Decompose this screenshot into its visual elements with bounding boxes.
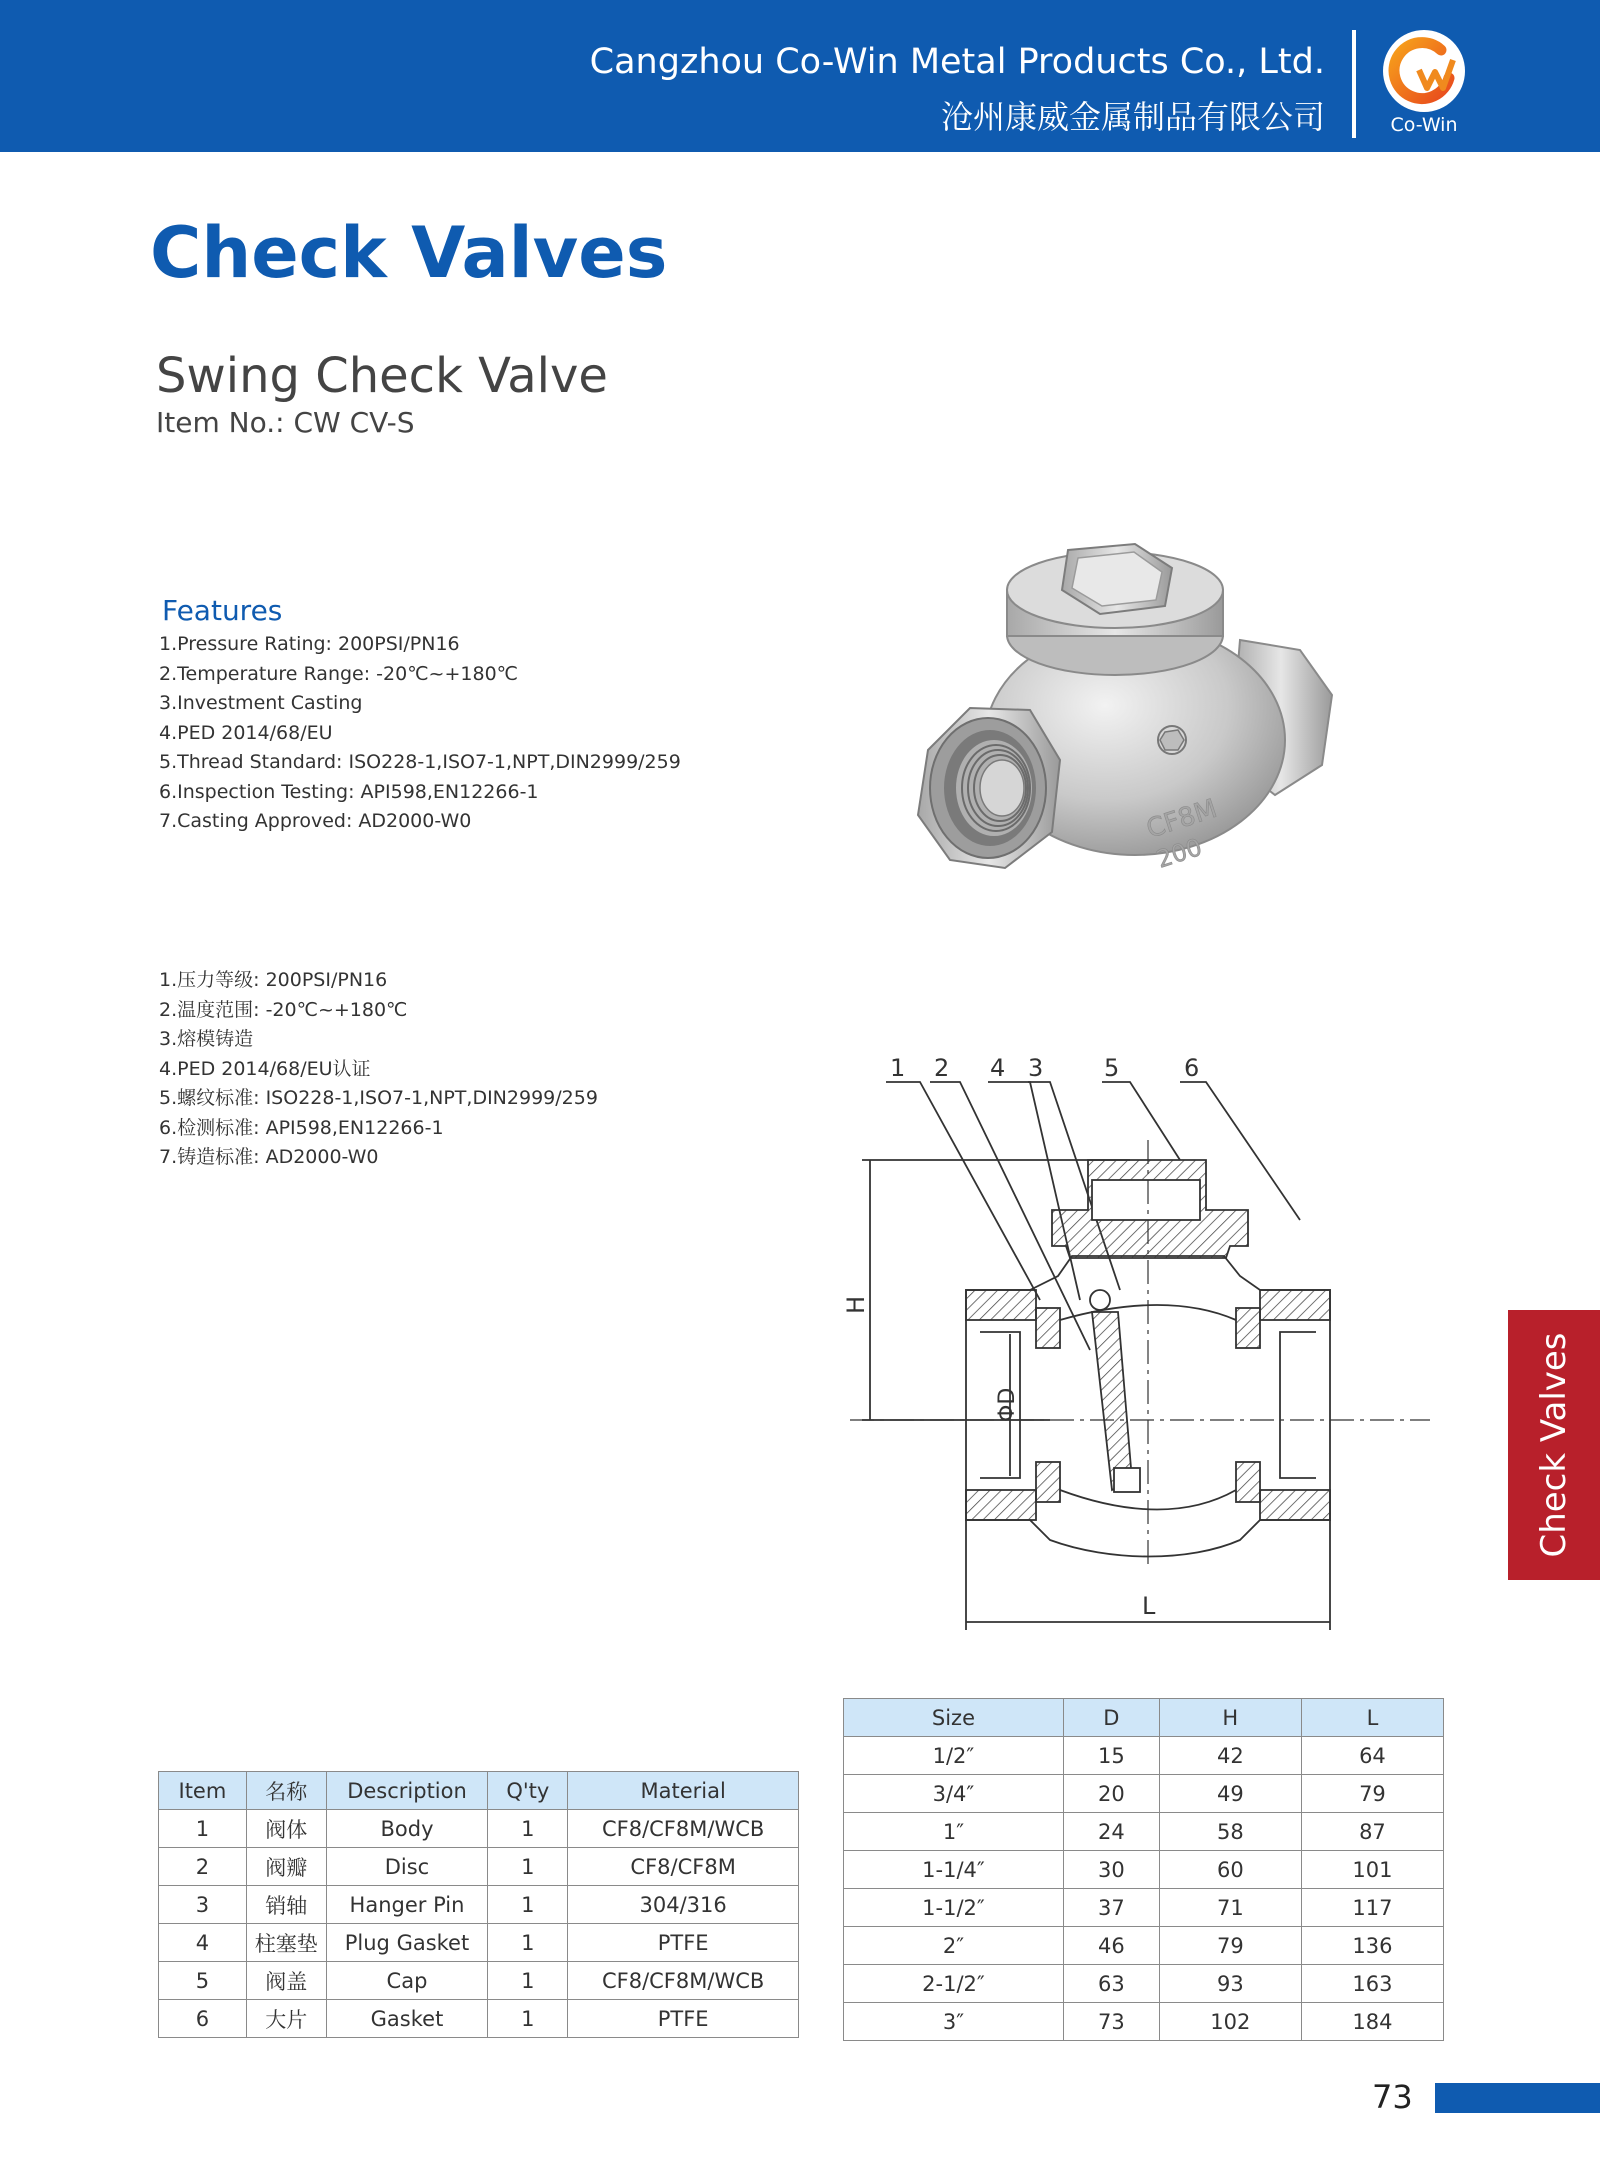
table-row: [844, 1775, 1444, 1813]
table-row: [844, 2003, 1444, 2041]
side-tab-label: Check Valves: [1534, 1332, 1574, 1558]
table-cell: 63: [1063, 1965, 1159, 2003]
d-header: D: [1063, 1699, 1159, 1737]
table-cell: 1-1/4″: [844, 1851, 1064, 1889]
table-cell: 24: [1063, 1813, 1159, 1851]
dimension-d-label: ΦD: [995, 1387, 1020, 1422]
size-header: Size: [844, 1699, 1064, 1737]
table-row: [159, 2000, 799, 2038]
feature-list-cn: [159, 966, 598, 1173]
table-cell: 1: [488, 2000, 568, 2038]
table-cell: 20: [1063, 1775, 1159, 1813]
table-cell: 1/2″: [844, 1737, 1064, 1775]
table-cell: 15: [1063, 1737, 1159, 1775]
description-header: Description: [326, 1772, 488, 1810]
feature-item: 4.PED 2014/68/EU: [159, 721, 333, 744]
table-cell: PTFE: [568, 1924, 799, 1962]
table-cell: 3/4″: [844, 1775, 1064, 1813]
table-cell: 136: [1301, 1927, 1443, 1965]
item-header: Item: [159, 1772, 247, 1810]
table-cell: Plug Gasket: [326, 1924, 488, 1962]
table-cell: 87: [1301, 1813, 1443, 1851]
table-cell: Hanger Pin: [326, 1886, 488, 1924]
table-cell: 49: [1159, 1775, 1301, 1813]
feature-item-cn: 6.检测标准: API598,EN12266-1: [159, 1116, 444, 1139]
table-row: [844, 1813, 1444, 1851]
feature-item-cn: 4.PED 2014/68/EU认证: [159, 1057, 371, 1080]
table-cell: Disc: [326, 1848, 488, 1886]
feature-item: 3.Investment Casting: [159, 692, 363, 714]
callout-6: 6: [1184, 1054, 1200, 1082]
table-cell: 64: [1301, 1737, 1443, 1775]
casting-mark-pressure: 200: [1153, 832, 1206, 874]
page-title: Check Valves: [150, 212, 668, 294]
table-cell: 1: [159, 1810, 247, 1848]
item-number: Item No.: CW CV-S: [156, 406, 415, 439]
callout-4: 4: [990, 1054, 1006, 1082]
feature-item: 5.Thread Standard: ISO228-1,ISO7-1,NPT,DIN2999/259: [159, 751, 681, 773]
callout-1: 1: [890, 1054, 906, 1082]
callout-labels: [890, 1054, 1199, 1082]
table-cell: 3: [159, 1886, 247, 1924]
table-cell: 6: [159, 2000, 247, 2038]
parts-table-header-row: [159, 1772, 799, 1810]
table-cell: 阀瓣: [246, 1848, 326, 1886]
table-cell: 柱塞垫: [246, 1924, 326, 1962]
footer-bar: [1435, 2083, 1600, 2113]
callout-3: 3: [1028, 1054, 1044, 1082]
parts-table: [158, 1771, 799, 2038]
table-cell: 79: [1159, 1927, 1301, 1965]
table-cell: 71: [1159, 1889, 1301, 1927]
dimension-h-label: H: [842, 1295, 870, 1314]
table-cell: Gasket: [326, 2000, 488, 2038]
co-win-logo-icon: [1383, 30, 1465, 112]
table-cell: 阀盖: [246, 1962, 326, 2000]
table-cell: 大片: [246, 2000, 326, 2038]
table-cell: Body: [326, 1810, 488, 1848]
table-row: [844, 1851, 1444, 1889]
table-cell: 5: [159, 1962, 247, 2000]
table-cell: 102: [1159, 2003, 1301, 2041]
table-row: [159, 1848, 799, 1886]
feature-item-cn: 3.熔模铸造: [159, 1028, 254, 1050]
features-heading: Features: [162, 594, 283, 627]
size-table-header-row: [844, 1699, 1444, 1737]
feature-item-cn: 7.铸造标准: AD2000-W0: [159, 1146, 379, 1168]
table-cell: 3″: [844, 2003, 1064, 2041]
table-cell: 2″: [844, 1927, 1064, 1965]
table-cell: 4: [159, 1924, 247, 1962]
table-cell: 42: [1159, 1737, 1301, 1775]
qty-header: Q'ty: [488, 1772, 568, 1810]
feature-item-cn: 5.螺纹标准: ISO228-1,ISO7-1,NPT,DIN2999/259: [159, 1087, 598, 1109]
table-cell: 79: [1301, 1775, 1443, 1813]
feature-item: 6.Inspection Testing: API598,EN12266-1: [159, 780, 539, 803]
table-cell: PTFE: [568, 2000, 799, 2038]
name-cn-header: 名称: [246, 1772, 326, 1810]
table-row: [159, 1886, 799, 1924]
table-cell: 销轴: [246, 1886, 326, 1924]
feature-item: 7.Casting Approved: AD2000-W0: [159, 810, 472, 832]
table-cell: Cap: [326, 1962, 488, 2000]
table-row: [844, 1965, 1444, 2003]
casting-mark-material: CF8M: [1142, 793, 1221, 845]
company-name-cn: 沧州康威金属制品有限公司: [940, 98, 1325, 136]
section-side-tab: [1508, 1310, 1600, 1580]
table-cell: 1″: [844, 1813, 1064, 1851]
table-row: [844, 1737, 1444, 1775]
table-cell: 2: [159, 1848, 247, 1886]
table-row: [159, 1810, 799, 1848]
table-cell: 1: [488, 1886, 568, 1924]
company-name-en: Cangzhou Co-Win Metal Products Co., Ltd.: [589, 42, 1325, 82]
dimension-l-label: L: [1142, 1592, 1156, 1620]
callout-2: 2: [934, 1054, 950, 1082]
table-cell: 1: [488, 1848, 568, 1886]
table-cell: 60: [1159, 1851, 1301, 1889]
size-table: [843, 1698, 1444, 2041]
header-divider: [1352, 30, 1356, 138]
table-cell: CF8/CF8M: [568, 1848, 799, 1886]
table-cell: 184: [1301, 2003, 1443, 2041]
feature-list-en: [159, 630, 681, 837]
logo-text: Co-Win: [1390, 114, 1458, 136]
table-cell: CF8/CF8M/WCB: [568, 1810, 799, 1848]
table-cell: 30: [1063, 1851, 1159, 1889]
feature-item: 1.Pressure Rating: 200PSI/PN16: [159, 633, 460, 655]
table-row: [159, 1924, 799, 1962]
table-cell: 101: [1301, 1851, 1443, 1889]
table-cell: 117: [1301, 1889, 1443, 1927]
table-cell: 163: [1301, 1965, 1443, 2003]
table-cell: 93: [1159, 1965, 1301, 2003]
feature-item-cn: 1.压力等级: 200PSI/PN16: [159, 969, 388, 991]
callout-5: 5: [1104, 1054, 1120, 1082]
table-cell: 1: [488, 1924, 568, 1962]
table-cell: 58: [1159, 1813, 1301, 1851]
table-cell: 73: [1063, 2003, 1159, 2041]
table-cell: CF8/CF8M/WCB: [568, 1962, 799, 2000]
valve-section-drawing: [830, 1050, 1440, 1650]
valve-product-photo: [910, 530, 1350, 950]
table-cell: 1: [488, 1962, 568, 2000]
table-cell: 阀体: [246, 1810, 326, 1848]
table-cell: 2-1/2″: [844, 1965, 1064, 2003]
table-cell: 1: [488, 1810, 568, 1848]
product-name: Swing Check Valve: [156, 348, 608, 404]
h-header: H: [1159, 1699, 1301, 1737]
table-row: [159, 1962, 799, 2000]
table-cell: 1-1/2″: [844, 1889, 1064, 1927]
material-header: Material: [568, 1772, 799, 1810]
table-cell: 37: [1063, 1889, 1159, 1927]
page-number: 73: [1372, 2078, 1413, 2116]
l-header: L: [1301, 1699, 1443, 1737]
table-row: [844, 1889, 1444, 1927]
table-row: [844, 1927, 1444, 1965]
feature-item: 2.Temperature Range: -20℃~+180℃: [159, 662, 518, 685]
table-cell: 46: [1063, 1927, 1159, 1965]
feature-item-cn: 2.温度范围: -20℃~+180℃: [159, 998, 408, 1021]
table-cell: 304/316: [568, 1886, 799, 1924]
